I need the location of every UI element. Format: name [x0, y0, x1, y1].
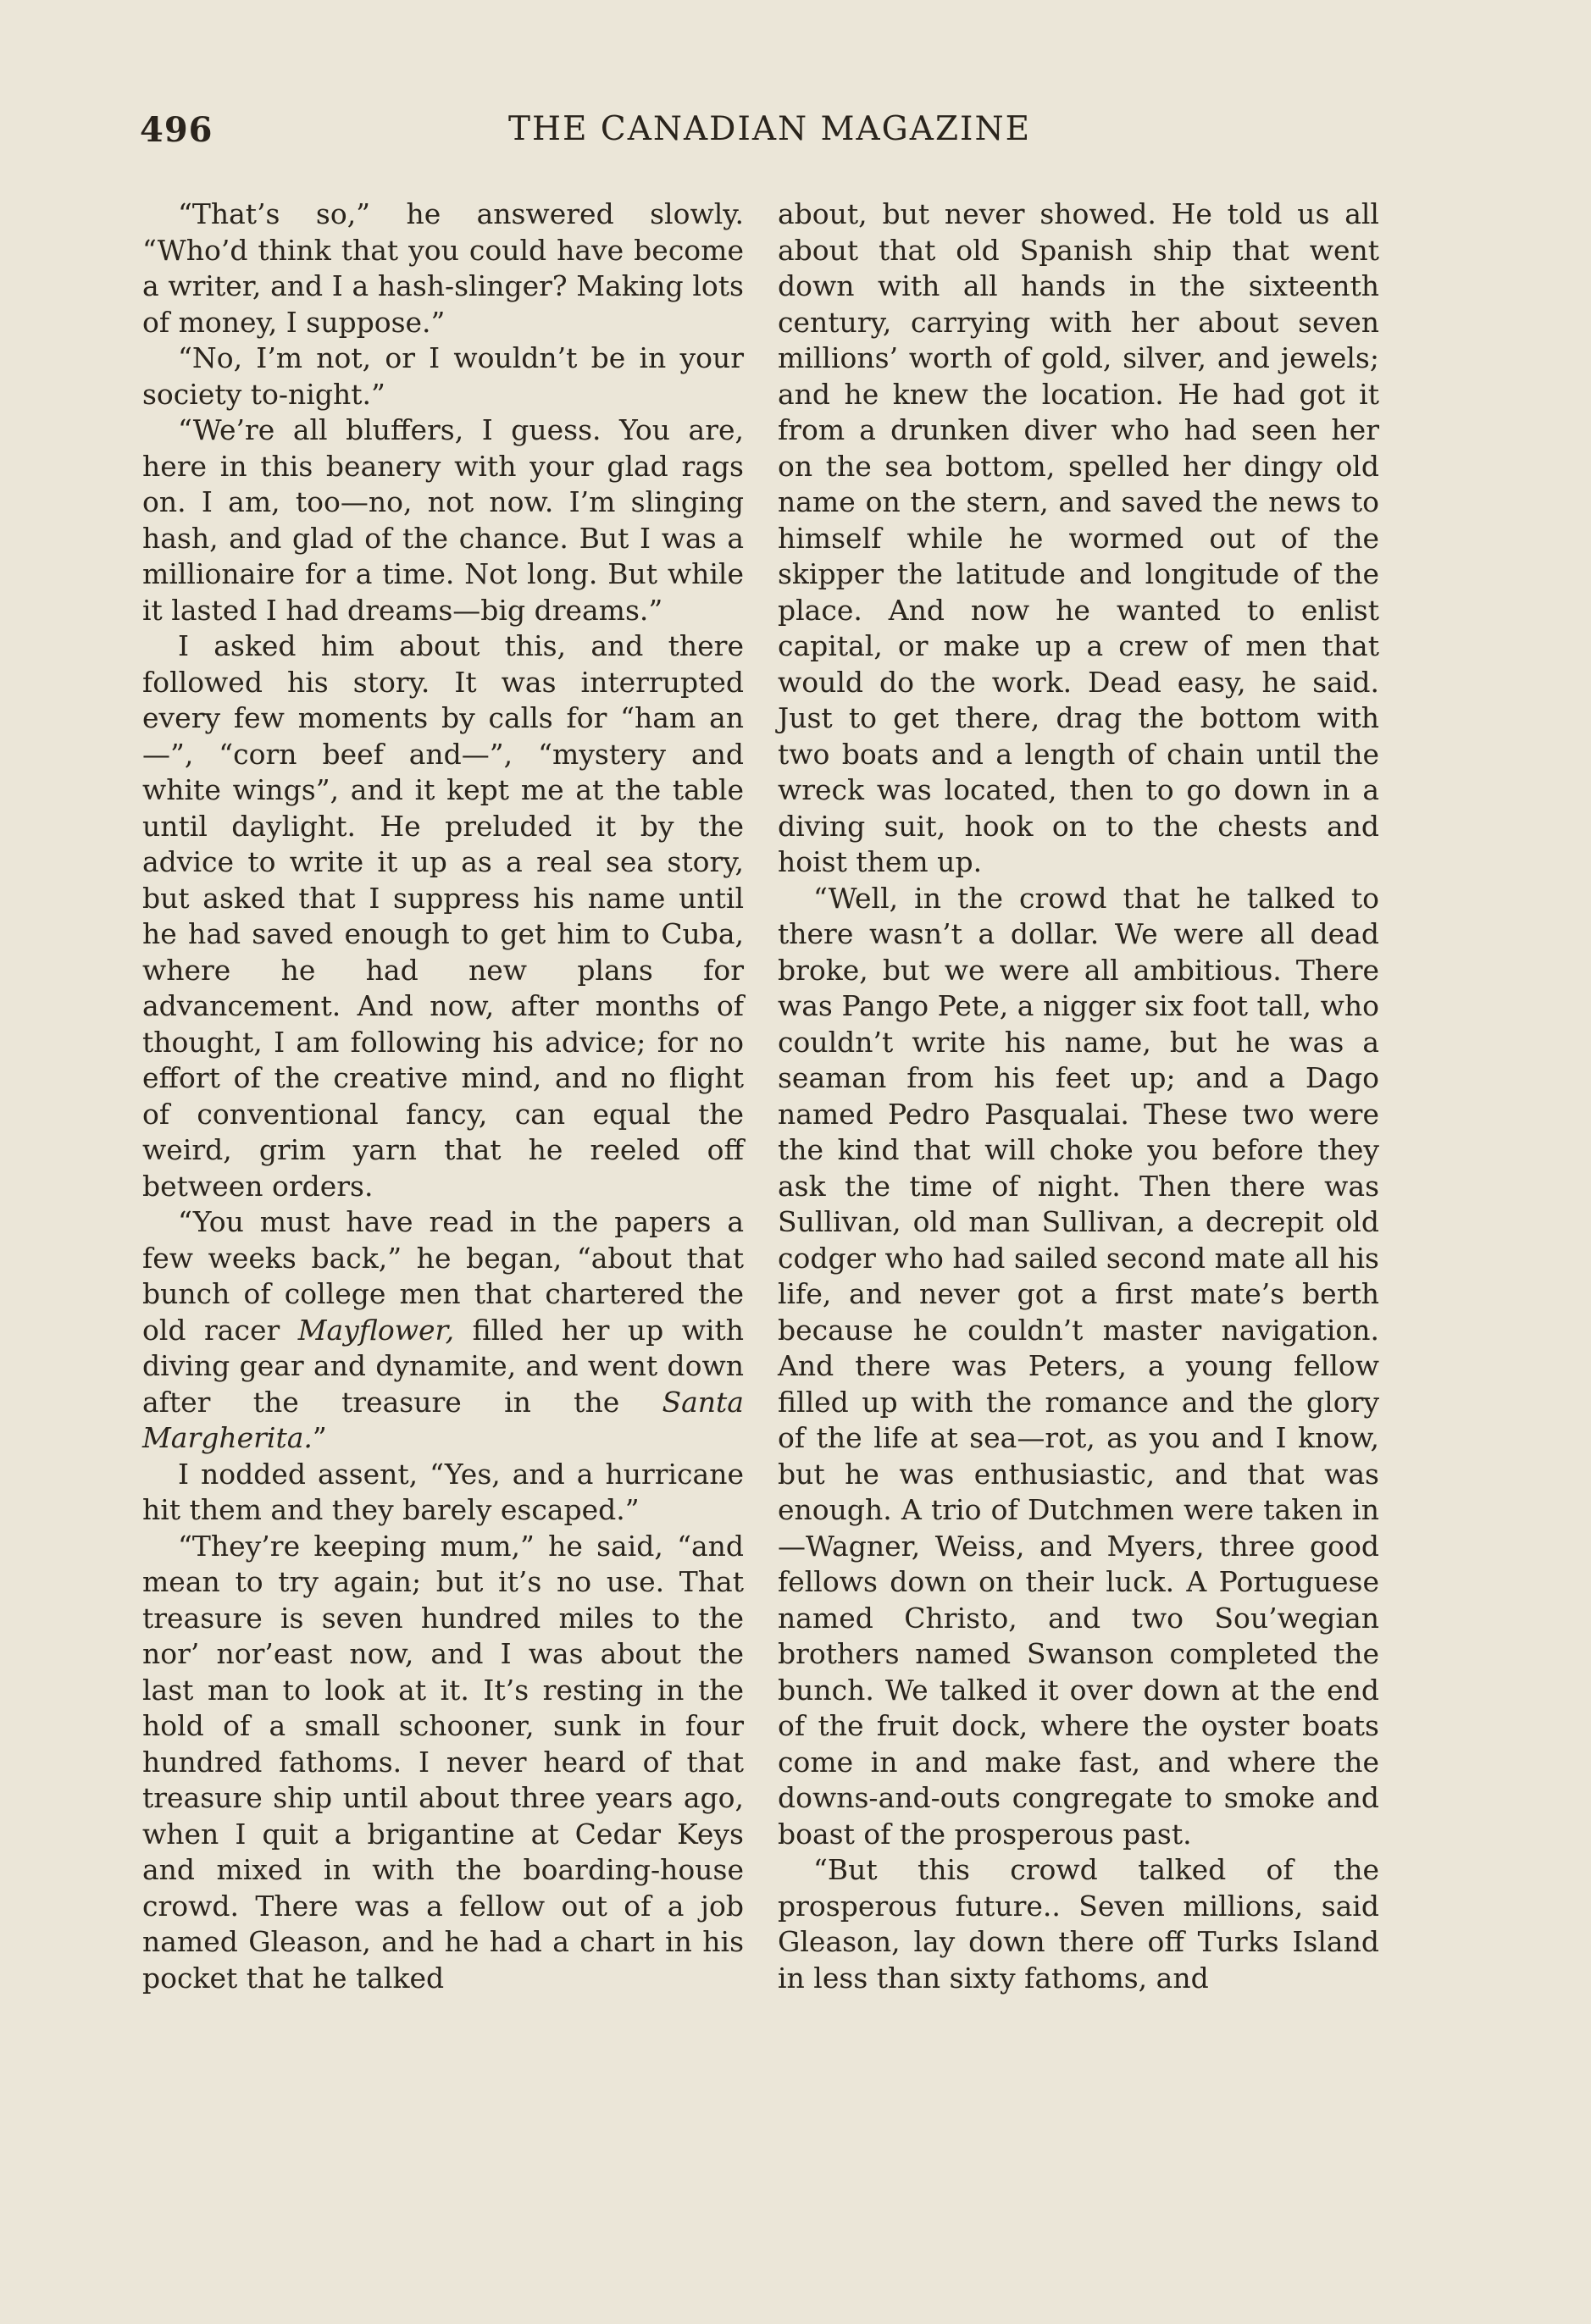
italic-title: Santa Margherita.: [142, 1385, 744, 1454]
paragraph: I nodded assent, “Yes, and a hurricane hit them and they barely escaped.”: [142, 1457, 744, 1526]
paragraph: “You must have read in the papers a few weeks back,” he began, “about that bunch of college men that chartered the old racer Mayflower, filled her up with diving gear and dynamite, and went down after the treasure in the Santa Margherita.”: [142, 1205, 745, 1454]
paragraph: “Well, in the crowd that he talked to there wasn’t a dollar. We were all dead broke, but we were all ambitious. There was Pango Pete, a nigger six foot tall, who couldn’t write his name, but he was a seaman from his feet up; and a Dago named Pedro Pasqualai. These two were the kind that will choke you before they ask the time of night. Then there was Sullivan, old man Sullivan, a decrepit old codger who had sailed second mate all his life, and never got a first mate’s berth because he couldn’t master navigation. And there was Peters, a young fellow filled up with the romance and the glory of the life at sea—rot, as you and I know, but he was enthusiastic, and that was enough. A trio of Dutchmen were taken in—Wagner, Weiss, and Myers, three good fellows down on their luck. A Portuguese named Christo, and two Sou’wegian brothers named Swanson completed the bunch. We talked it over down at the end of the fruit dock, where the oyster boats come in and make fast, and where the downs-and-outs congregate to smoke and boast of the prosperous past.: [778, 881, 1379, 1851]
right-column: [778, 196, 1379, 1996]
page-number: 496: [140, 110, 213, 150]
paragraph: “That’s so,” he answered slowly. “Who’d think that you could have become a writer, and I a hash-slinger? Making lots of money, I suppose.”: [142, 197, 744, 339]
paragraph: “But this crowd talked of the prosperous future.. Seven millions, said Gleason, lay down there off Turks Island in less than sixty fathoms, and: [778, 1853, 1379, 1995]
paragraph: “They’re keeping mum,” he said, “and mean to try again; but it’s no use. That treasure is seven hundred miles to the nor’ nor’east now, and I was about the last man to look at it. It’s resting in the hold of a small schooner, sunk in four hundred fathoms. I never heard of that treasure ship until about three years ago, when I quit a brigantine at Cedar Keys and mixed in with the boarding-house crowd. There was a fellow out of a job named Gleason, and he had a chart in his pocket that he talked: [142, 1529, 744, 1995]
paragraph: about, but never showed. He told us all about that old Spanish ship that went down with all hands in the sixteenth century, carrying with her about seven millions’ worth of gold, silver, and jewels; and he knew the location. He had got it from a drunken diver who had seen her on the sea bottom, spelled her dingy old name on the stern, and saved the news to himself while he wormed out of the skipper the latitude and longitude of the place. And now he wanted to enlist capital, or make up a crew of men that would do the work. Dead easy, he said. Just to get there, drag the bottom with two boats and a length of chain until the wreck was located, then to go down in a diving suit, hook on to the chests and hoist them up.: [778, 197, 1379, 878]
paragraph: I asked him about this, and there followed his story. It was interrupted every few moments by calls for “ham an—”, “corn beef and—”, “mystery and white wings”, and it kept me at the table until daylight. He preluded it by the advice to write it up as a real sea story, but asked that I suppress his name until he had saved enough to get him to Cuba, where he had new plans for advancement. And now, after months of thought, I am following his advice; for no effort of the creative mind, and no flight of conventional fancy, can equal the weird, grim yarn that he reeled off between orders.: [142, 629, 744, 1203]
italic-title: Mayflower,: [297, 1313, 455, 1347]
paragraph: “We’re all bluffers, I guess. You are, here in this beanery with your glad rags on. I am, too—no, not now. I’m slinging hash, and glad of the chance. But I was a millionaire for a time. Not long. But while it lasted I had dreams—big dreams.”: [142, 413, 744, 627]
running-head: THE CANADIAN MAGAZINE: [508, 110, 1032, 148]
paragraph: “No, I’m not, or I wouldn’t be in your society to-night.”: [142, 341, 744, 411]
left-column: [142, 196, 744, 1996]
